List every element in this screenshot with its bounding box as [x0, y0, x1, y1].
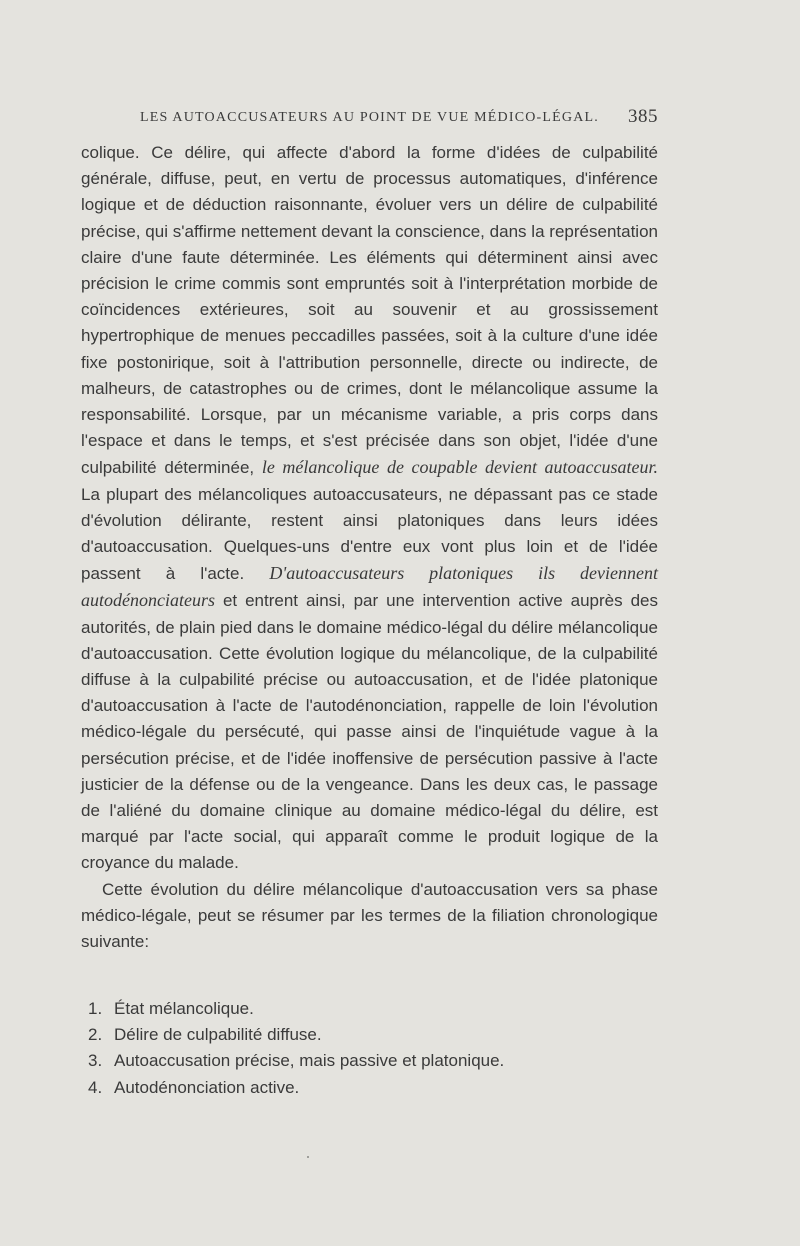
- list-item-text: Autodénonciation active.: [114, 1077, 300, 1097]
- paragraph-1-part-b: La plupart des mélancoliques autoaccusateurs, ne dépassant pas ce stade d'évolution délirante, restent ainsi platoniques dans leurs idées d'autoaccusation. Quelques-uns d'entre eux vont plus loin et de l'idée passent à l'acte.: [81, 484, 658, 584]
- paper-speck: [307, 1156, 309, 1158]
- paragraph-1-part-c: et entrent ainsi, par une intervention active auprès des autorités, de plain pied dans le domaine médico-légal du délire mélancolique d'autoaccusation. Cette évolution logique du mélancolique, de la culpabilité diffuse à la culpabilité précise ou autoaccusation, et de l'idée platonique d'autoaccusation à l'acte de l'autodénonciation, rappelle de loin l'évolution médico-légale du persécuté, qui passe ainsi de l'inquiétude vague à la persécution précise, et de l'idée inoffensive de persécution passive à l'acte justicier de la défense ou de la vengeance. Dans les deux cas, le passage de l'aliéné du domaine clinique au domaine médico-légal du délire, est marqué par l'acte social, qui apparaît comme le produit logique de la croyance du malade.: [81, 591, 658, 873]
- running-head: [140, 106, 658, 127]
- list-item-number: 3.: [88, 1051, 103, 1071]
- italic-phrase-1: le mélancolique de coupable devient autoaccusateur.: [261, 457, 658, 478]
- list-item: [88, 1075, 504, 1101]
- list-item-text: Autoaccusation précise, mais passive et platonique.: [114, 1051, 505, 1071]
- running-title: LES AUTOACCUSATEURS AU POINT DE VUE MÉDICO-LÉGAL.: [140, 110, 599, 125]
- list-item-text: Délire de culpabilité diffuse.: [114, 1025, 322, 1045]
- paragraph-1: [81, 140, 658, 877]
- list-item: [88, 1022, 504, 1048]
- page-number: 385: [628, 106, 658, 127]
- list-item: [88, 996, 504, 1022]
- italic-phrase-2: D'autoaccusateurs platoniques ils deviennent autodénonciateurs: [81, 563, 658, 611]
- paragraph-1-part-a: colique. Ce délire, qui affecte d'abord la forme d'idées de culpabilité générale, diffuse, peut, en vertu de processus automatiques, d'inférence logique et de déduction raisonnante, évoluer vers un délire de culpabilité précise, qui s'affirme nettement devant la conscience, dans la représentation claire d'une faute déterminée. Les éléments qui déterminent ainsi avec précision le crime commis sont empruntés soit à l'interprétation morbide de coïncidences extérieures, soit au souvenir et au grossissement hypertrophique de menues peccadilles passées, soit à la culture d'une idée fixe postonirique, soit à l'attribution personnelle, directe ou indirecte, de malheurs, de catastrophes ou de crimes, dont le mélancolique assume la responsabilité. Lorsque, par un mécanisme variable, a pris corps dans l'espace et dans le temps, et s'est précisée dans son objet, l'idée d'une culpabilité déterminée,: [81, 143, 658, 478]
- list-item-text: État mélancolique.: [114, 999, 254, 1018]
- filiation-list: [88, 996, 504, 1101]
- paragraph-2: Cette évolution du délire mélancolique d'autoaccusation vers sa phase médico-légale, peut se résumer par les termes de la filiation chronologique suivante:: [81, 879, 658, 952]
- list-item: [88, 1048, 504, 1074]
- list-item-number: 2.: [88, 1025, 103, 1045]
- list-item-number: 1.: [88, 999, 103, 1018]
- list-item-number: 4.: [88, 1077, 103, 1097]
- body-text: [81, 140, 658, 955]
